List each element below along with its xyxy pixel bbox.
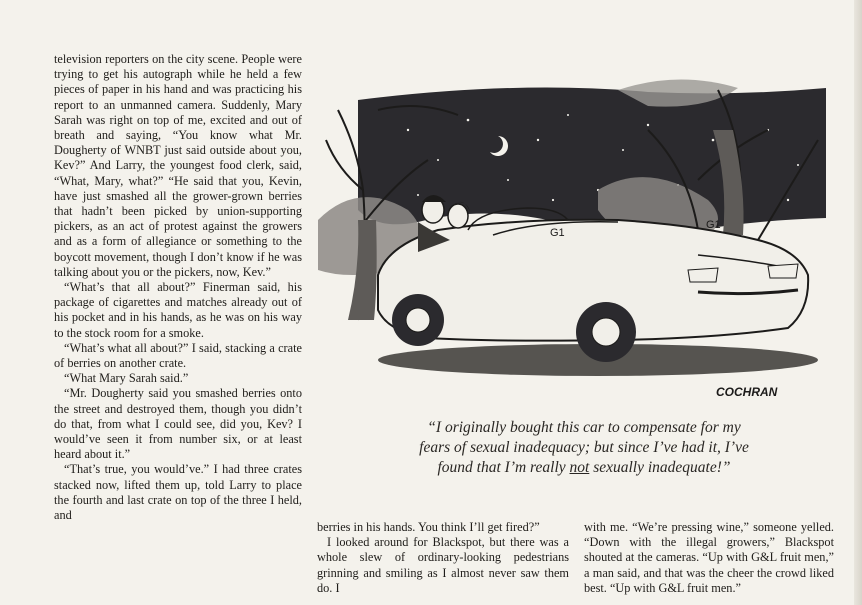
caption-underlined-word: not xyxy=(569,459,590,476)
hood-emblem: G1 xyxy=(550,227,565,239)
paragraph: with me. “We’re pressing wine,” someone yelled. “Down with the illegal growers,” Blackspot shouted at the cameras. “Up with G&L fruit men,” a man said, and that was the cheer the crowd liked best. “Up with G&L fruit men.” xyxy=(584,520,834,595)
paragraph: berries in his hands. You think I’ll get fired?” xyxy=(317,520,540,534)
artist-signature: COCHRAN xyxy=(716,385,778,399)
caption-text: sexually inadequate!” xyxy=(589,459,731,476)
cartoon-illustration xyxy=(318,70,832,408)
paragraph: “What Mary Sarah said.” xyxy=(64,371,189,386)
page-edge xyxy=(854,0,862,605)
caption-line xyxy=(336,458,832,478)
paragraph: I looked around for Blackspot, but there was a whole slew of ordinary-looking pedestrians grinning and smiling as I almost never saw them do. I xyxy=(317,535,569,595)
right-text-column xyxy=(584,520,834,596)
middle-text-column xyxy=(317,520,569,596)
paragraph: “That’s true, you would’ve.” I had three crates stacked now, lifted them up, told Larry to place the fourth and last crate on top of the three I held, and xyxy=(54,462,302,523)
cartoon-caption xyxy=(336,418,832,478)
left-text-column xyxy=(54,52,302,523)
caption-text: found that I’m really xyxy=(437,459,570,476)
paragraph: “What’s that all about?” Finerman said, his package of cigarettes and matches already out of his pocket and in his hands, as he was on his way to the stock room for a smoke. xyxy=(54,280,302,340)
hood-emblem-2: G1 xyxy=(706,219,721,231)
caption-line: “I originally bought this car to compensate for my xyxy=(427,419,741,436)
paragraph: “What’s what all about?” I said, stacking a crate of berries on another crate. xyxy=(54,340,302,371)
caption-line: fears of sexual inadequacy; but since I’ve had it, I’ve xyxy=(419,439,749,456)
paragraph: “Mr. Dougherty said you smashed berries onto the street and destroyed them, though you didn’t do that, from what I could see, did you, Kev? I would’ve seen it from number six, or at least heard about it.” xyxy=(54,386,302,462)
paragraph: television reporters on the city scene. People were trying to get his autograph while he held a few pieces of paper in his hand and was practicing his report to an unmanned camera. Suddenly, Mary Sarah was right on top of me, excited and out of breath and saying, “You know what Mr. Dougherty of WNBT just said outside about you, Kev?” And Larry, the youngest food clerk, said, “What, Mary, what?” “He said that you, Kevin, have just smashed all the grower-grown berries that hadn’t been picked by union-supporting pickers, as an act of protest against the growers and as a form of allegiance or something to the boycott movement, though I don’t know if he was talking about you or the pickers, now, Kev.” xyxy=(54,52,302,279)
